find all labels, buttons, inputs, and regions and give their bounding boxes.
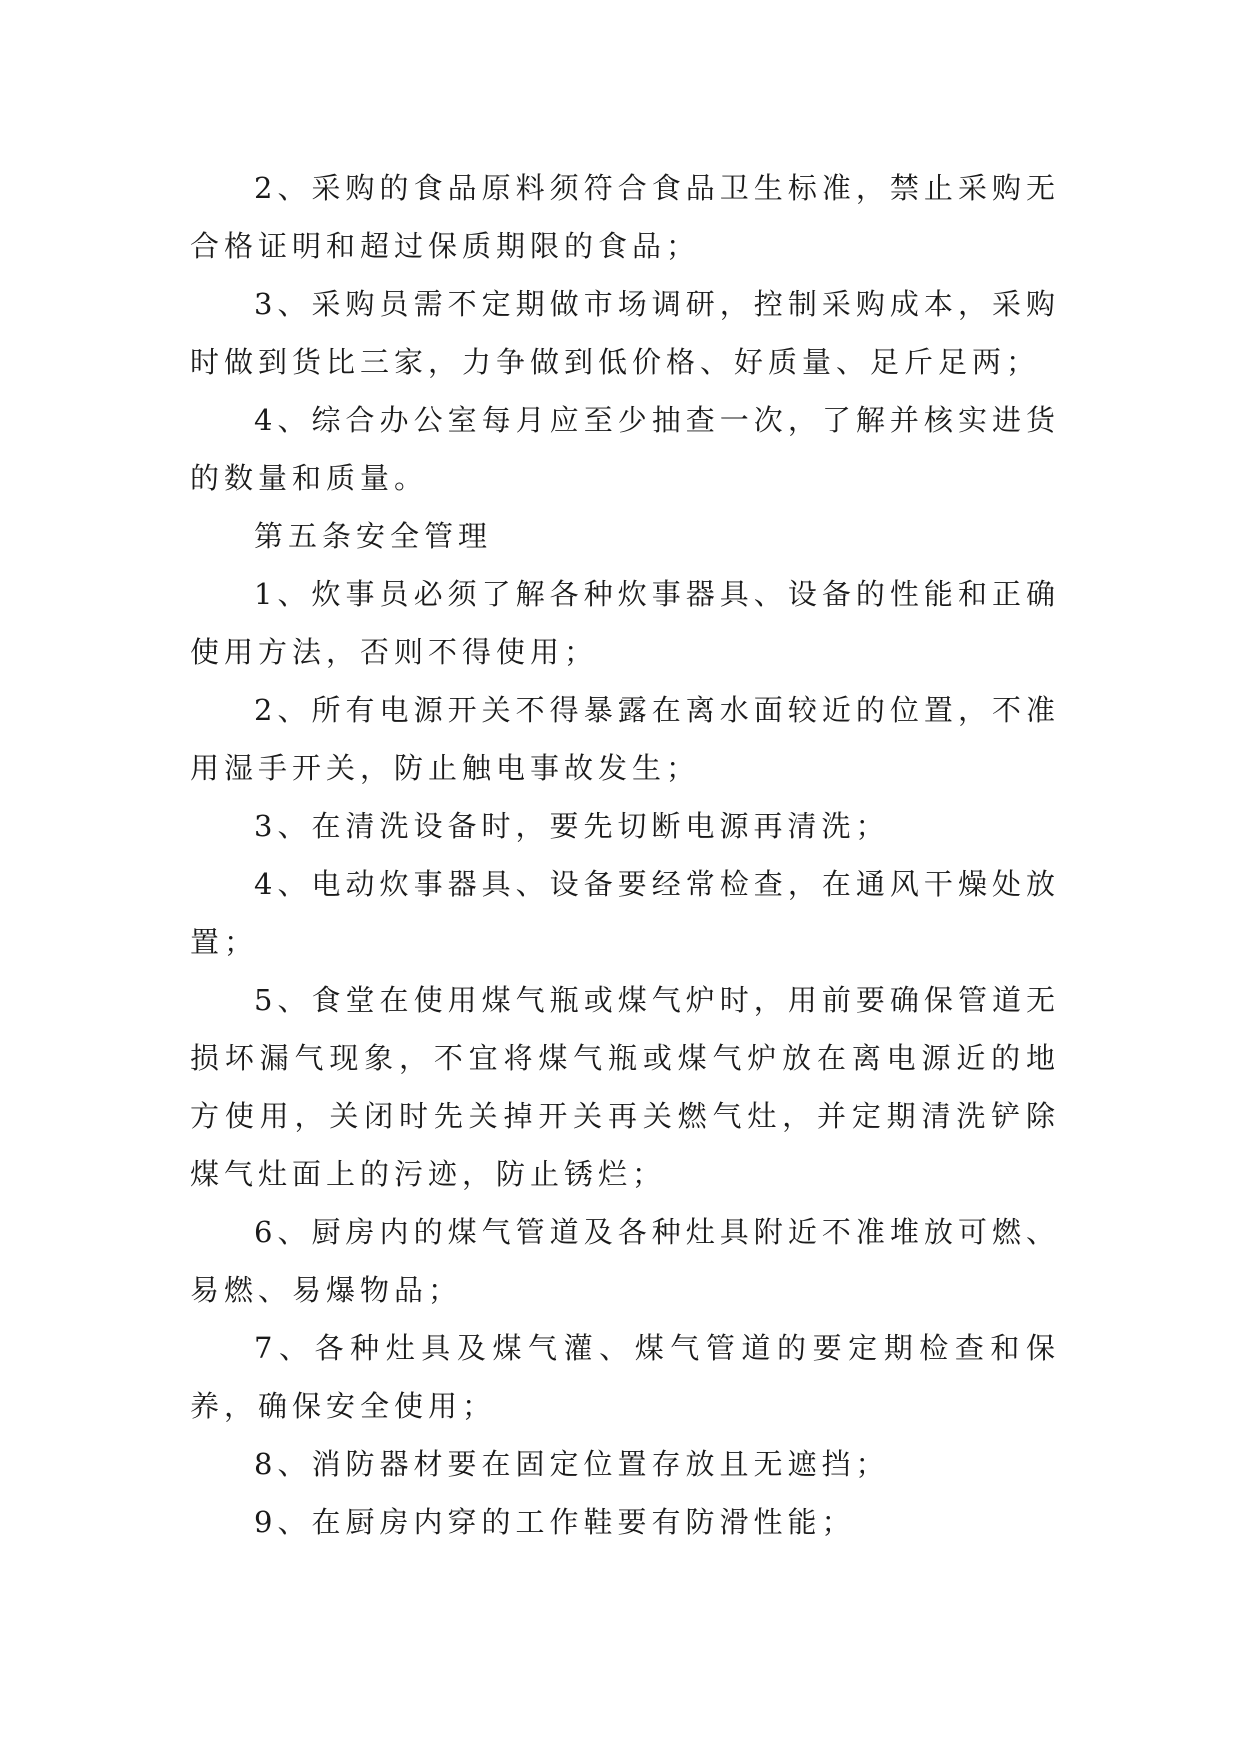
safety-item-4: 4、电动炊事器具、设备要经常检查，在通风干燥处放置；: [190, 867, 1060, 959]
safety-item-2: 2、所有电源开关不得暴露在离水面较近的位置，不准用湿手开关，防止触电事故发生；: [190, 693, 1060, 785]
safety-item-5: 5、食堂在使用煤气瓶或煤气炉时，用前要确保管道无损坏漏气现象，不宜将煤气瓶或煤气炉放在离电源近的地方使用，关闭时先关掉开关再关燃气灶，并定期清洗铲除煤气灶面上的污迹，防止锈烂；: [190, 983, 1060, 1191]
safety-item-3: 3、在清洗设备时，要先切断电源再清洗；: [254, 809, 890, 843]
safety-item-1: 1、炊事员必须了解各种炊事器具、设备的性能和正确使用方法，否则不得使用；: [190, 577, 1060, 669]
procurement-item-3: 3、采购员需不定期做市场调研，控制采购成本，采购时做到货比三家，力争做到低价格、好质量、足斤足两；: [190, 287, 1060, 379]
section-heading: 第五条安全管理: [254, 519, 493, 553]
safety-item-9: 9、在厨房内穿的工作鞋要有防滑性能；: [254, 1505, 856, 1539]
procurement-item-2: 2、采购的食品原料须符合食品卫生标准，禁止采购无合格证明和超过保质期限的食品；: [190, 171, 1060, 263]
document-body: [190, 159, 1060, 1551]
safety-item-8: 8、消防器材要在固定位置存放且无遮挡；: [254, 1447, 890, 1481]
safety-item-7: 7、各种灶具及煤气灌、煤气管道的要定期检查和保养，确保安全使用；: [190, 1331, 1060, 1423]
procurement-item-4: 4、综合办公室每月应至少抽查一次，了解并核实进货的数量和质量。: [190, 403, 1060, 495]
safety-item-6: 6、厨房内的煤气管道及各种灶具附近不准堆放可燃、易燃、易爆物品；: [190, 1215, 1060, 1307]
